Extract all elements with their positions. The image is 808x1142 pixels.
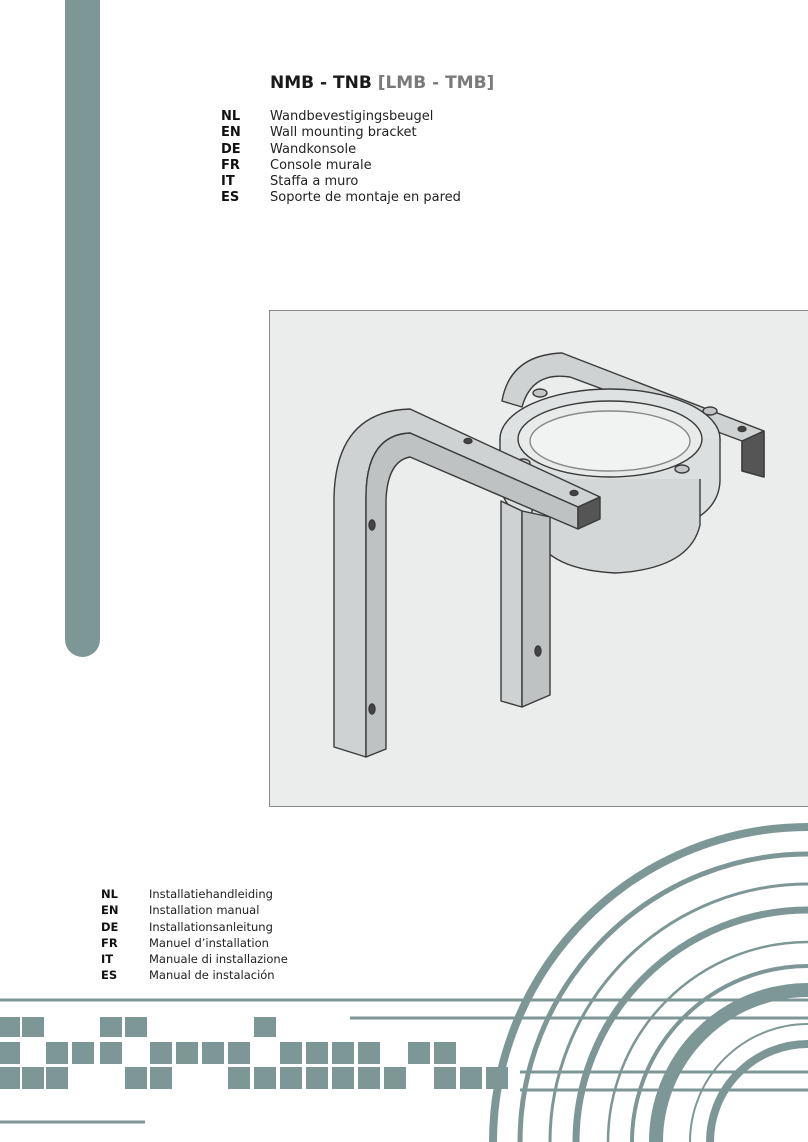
manual-name: Installationsanleitung — [149, 919, 273, 934]
square — [46, 1067, 68, 1089]
square — [100, 1017, 122, 1037]
product-name-row-en — [221, 125, 461, 141]
square — [254, 1017, 276, 1037]
square — [46, 1042, 68, 1064]
square — [228, 1067, 250, 1089]
product-name: Soporte de montaje en pared — [270, 190, 461, 206]
square — [434, 1042, 456, 1064]
title-main: NMB - TNB — [270, 73, 372, 93]
arc-3 — [550, 884, 808, 1142]
lang-code: NL — [101, 887, 118, 901]
square — [434, 1067, 456, 1089]
product-name: Console murale — [270, 157, 372, 173]
square — [125, 1067, 147, 1089]
arc-group — [493, 827, 808, 1142]
square — [460, 1067, 482, 1089]
product-illustration — [269, 310, 808, 807]
manual-name: Installation manual — [149, 903, 260, 918]
decorative-pattern — [0, 820, 808, 1142]
square — [332, 1042, 354, 1064]
product-name-row-fr — [221, 158, 461, 174]
product-name-row-it — [221, 174, 461, 190]
square — [100, 1042, 122, 1064]
square — [202, 1042, 224, 1064]
square — [332, 1067, 354, 1089]
lang-code: DE — [101, 919, 119, 934]
square — [486, 1067, 508, 1089]
product-name-row-nl — [221, 109, 461, 125]
product-name: Wandbevestigingsbeugel — [270, 109, 434, 124]
lang-code: FR — [221, 157, 240, 173]
arc-7 — [656, 990, 808, 1142]
square — [22, 1067, 44, 1089]
lang-code: EN — [101, 903, 119, 918]
square — [280, 1067, 302, 1089]
square — [358, 1067, 380, 1089]
product-name: Wandkonsole — [270, 141, 357, 157]
product-name: Wall mounting bracket — [270, 125, 417, 141]
lang-code: IT — [101, 952, 114, 967]
square — [150, 1042, 172, 1064]
square — [384, 1067, 406, 1089]
square — [125, 1017, 147, 1037]
arc-1 — [493, 827, 808, 1142]
square-pattern — [0, 1017, 508, 1089]
manual-name: Manuale di installazione — [149, 952, 288, 967]
square — [150, 1067, 172, 1089]
rear-leg-front — [501, 501, 522, 707]
square — [358, 1042, 380, 1064]
manual-name: Manuel d’installation — [149, 935, 269, 950]
title-alt: [LMB - TMB] — [377, 73, 495, 93]
square — [176, 1042, 198, 1064]
lang-code: FR — [101, 935, 118, 950]
manual-name: Installatiehandleiding — [149, 887, 273, 901]
product-name: Staffa a muro — [270, 174, 359, 190]
square — [72, 1042, 94, 1064]
side-accent-bar — [65, 0, 100, 657]
lang-code: EN — [221, 125, 241, 141]
lang-code: DE — [221, 141, 241, 157]
square — [228, 1042, 250, 1064]
arc-5 — [608, 942, 808, 1142]
lang-code: ES — [101, 968, 118, 983]
product-name-row-de — [221, 142, 461, 158]
square — [22, 1017, 44, 1037]
square — [0, 1042, 20, 1064]
square — [408, 1042, 430, 1064]
square — [254, 1067, 276, 1089]
lang-code: IT — [221, 174, 235, 190]
square — [0, 1067, 20, 1089]
product-title — [270, 73, 494, 93]
square — [306, 1042, 328, 1064]
lang-code: NL — [221, 109, 241, 124]
product-name-list — [221, 109, 461, 207]
bracket-drawing — [270, 311, 808, 808]
product-name-row-es — [221, 190, 461, 206]
square — [306, 1067, 328, 1089]
square — [280, 1042, 302, 1064]
lang-code: ES — [221, 190, 240, 206]
manual-name: Manual de instalación — [149, 968, 275, 983]
square — [0, 1017, 20, 1037]
